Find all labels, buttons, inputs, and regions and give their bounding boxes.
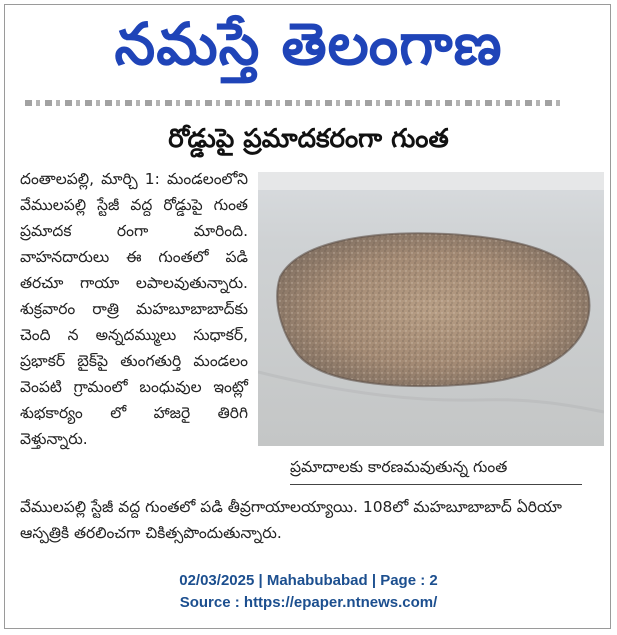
caption-underline [290,484,582,485]
edition-line: 02/03/2025 | Mahabubabad | Page : 2 [179,572,438,589]
article-body-continued: వేములపల్లి స్టేజీ వద్ద గుంతలో పడి తీవ్రగాయాలయ్యాయి. 108లో మహబూబాబాద్ ఏరియా ఆస్పత్రికి తరలించగా చికిత్సపొందుతున్నారు. [20,498,562,542]
clipped-text-remnant [25,100,565,106]
article-headline: రోడ్డుపై ప్రమాదకరంగా గుంత [168,124,449,154]
source-line: Source : https://epaper.ntnews.com/ [179,594,438,611]
article-body-column: దంతాలపల్లి, మార్చి 1: మండలంలోని వేములపల్లి స్టేజీ వద్ద రోడ్డుపై గుంత ప్రమాదక రంగా మారింది. వాహనదారులు ఈ గుంతలో పడి తరచూ గాయా లపాలవుతున్నారు. శుక్రవారం రాత్రి మహబూబాబాద్‌కు చెంది న అన్నదమ్ములు సుధాకర్, ప్రభాకర్ బైక్‌పై తుంగతుర్తి మండలం వెంపటి గ్రామంలో బంధువుల ఇంట్లో శుభకార్యం లో హాజరై తిరిగి వెళ్తున్నారు. [20,170,248,448]
footer [0,570,617,614]
pothole-photo [258,172,604,446]
newspaper-masthead: నమస్తే తెలంగాణ [114,10,503,78]
photo-caption: ప్రమాదాలకు కారణమవుతున్న గుంత [290,458,508,476]
